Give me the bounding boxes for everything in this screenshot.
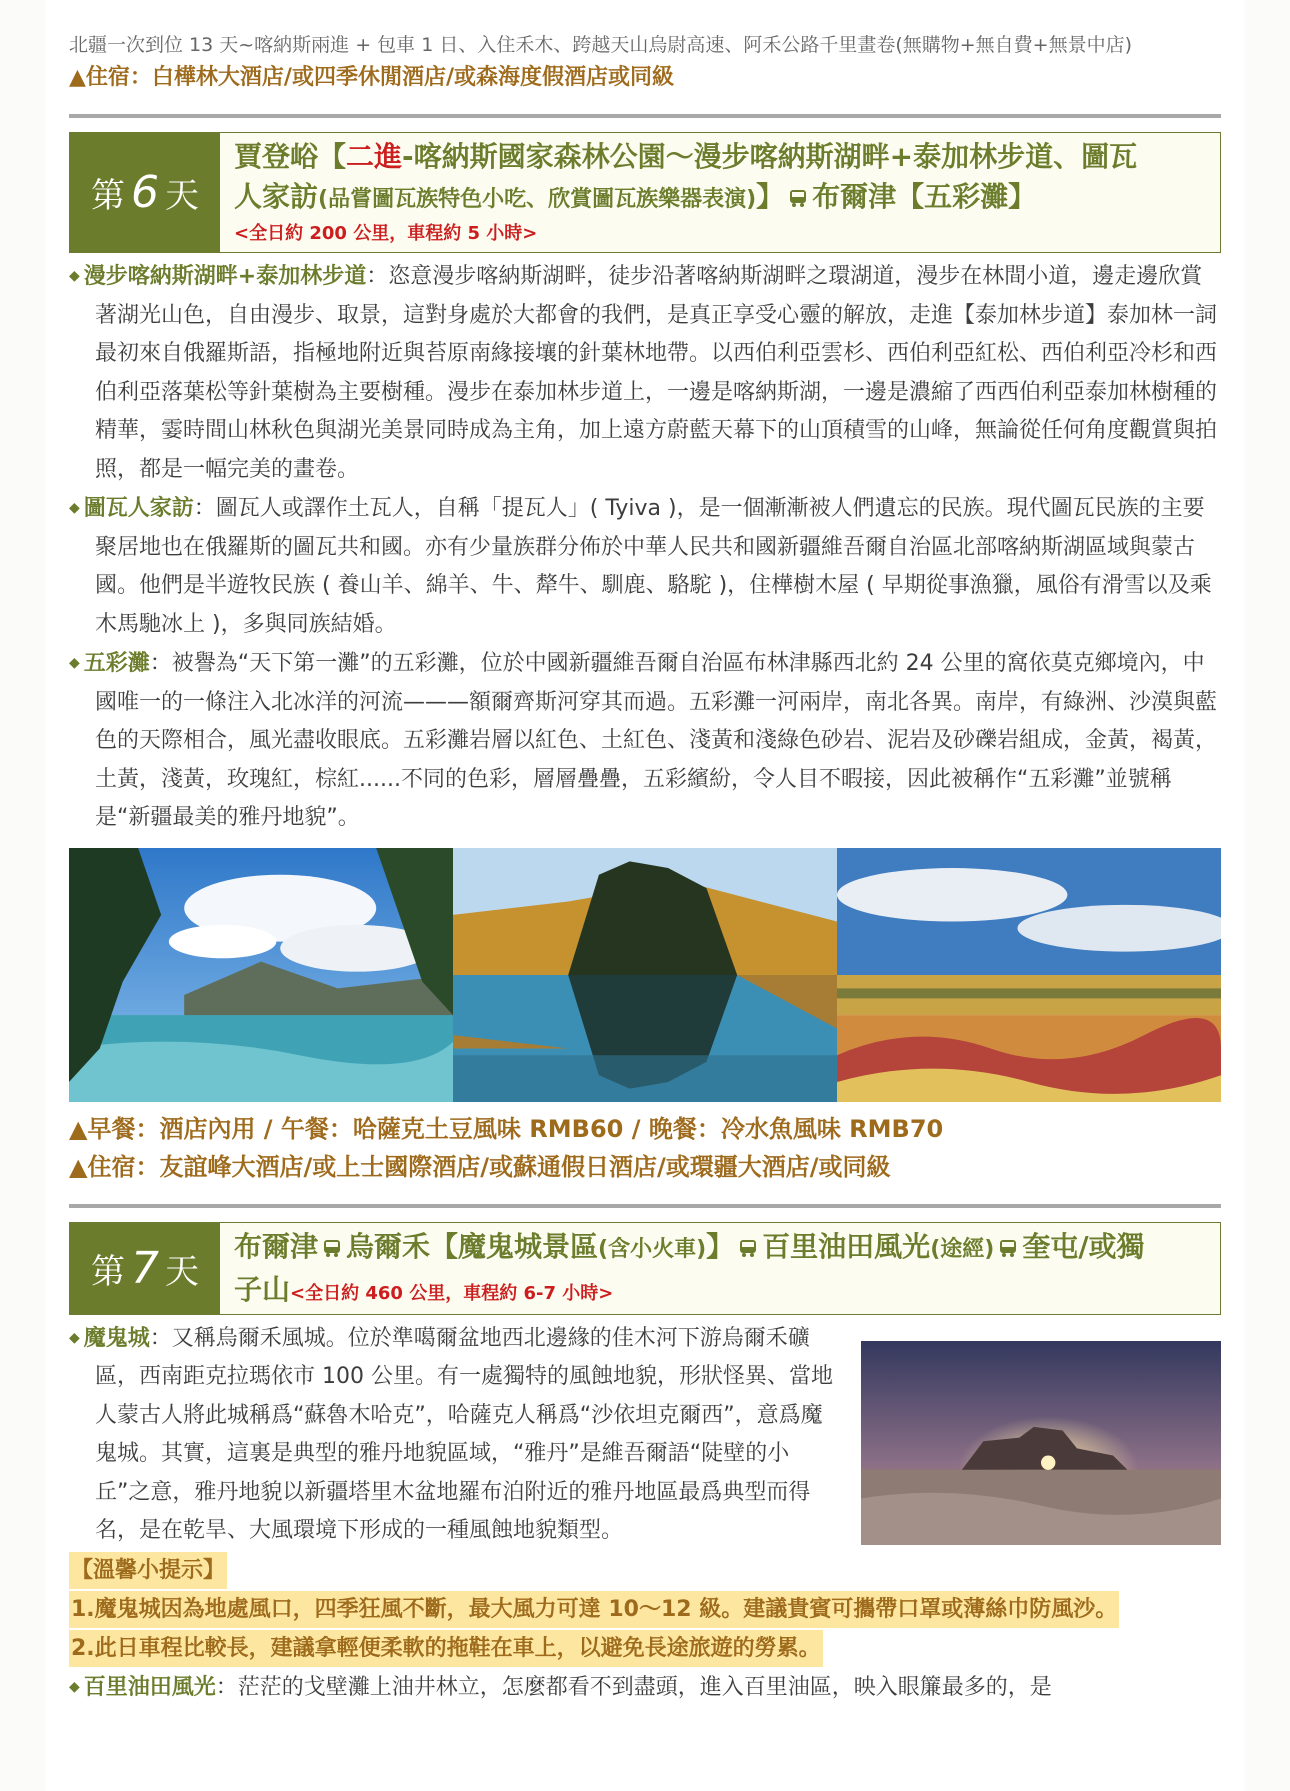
- photo-lake-reflection: [453, 848, 837, 1102]
- route-subtext: (含小火車): [598, 1236, 707, 1262]
- day6-header: [69, 132, 1221, 253]
- bus-icon: [788, 188, 808, 208]
- diamond-bullet-icon: ◆: [69, 655, 80, 671]
- day7-devil-city: [69, 1319, 1221, 1551]
- diamond-bullet-icon: ◆: [69, 1678, 80, 1695]
- section-oil-field: [69, 1668, 1221, 1708]
- day6-sections: [69, 257, 1221, 838]
- section-devil-city: [69, 1319, 839, 1551]
- devil-city-text: [69, 1319, 839, 1551]
- day7-label: [70, 1223, 220, 1314]
- route-text: 】: [706, 1229, 735, 1263]
- section-colorful-beach: [69, 644, 1221, 838]
- section-title: 圖瓦人家訪: [83, 496, 194, 521]
- section-body: ：又稱烏爾禾風城。位於準噶爾盆地西北邊緣的佳木河下游烏爾禾礦區，西南距克拉瑪依市 100 公里。有一處獨特的風蝕地貌，形狀怪異、當地人蒙古人將此城稱爲“蘇魯木哈克”，哈薩克人稱爲“沙依坦克爾西”，意爲魔鬼城。其實，這裏是典型的雅丹地貌區域，“雅丹”是維吾爾語“陡壁的小丘”之意，雅丹地貌以新疆塔里木盆地羅布泊附近的雅丹地區最爲典型而得名，是在乾旱、大風環境下形成的一種風蝕地貌類型。: [95, 1325, 833, 1543]
- previous-day-summary: 北疆一次到位 13 天~喀納斯兩進 + 包車 1 日、入住禾木、跨越天山烏尉高速、阿禾公路千里畫卷(無購物+無自費+無景中店): [69, 34, 1133, 56]
- day6-meals: ▲早餐：酒店內用 / 午餐：哈薩克土豆風味 RMB60 / 晚餐：冷水魚風味 RMB70: [69, 1114, 944, 1143]
- diamond-bullet-icon: ◆: [69, 500, 80, 516]
- photo-river-mountains: [69, 848, 453, 1102]
- day7-title: [220, 1223, 1220, 1314]
- tip-item: 1.魔鬼城因為地處風口，四季狂風不斷，最大風力可達 10～12 級。建議貴賓可攜帶口罩或薄絲巾防風沙。: [69, 1591, 1119, 1628]
- route-subtext: (途經): [930, 1236, 995, 1262]
- tips-heading: 【溫馨小提示】: [69, 1552, 227, 1589]
- route-text: 賈登峪【: [234, 140, 347, 173]
- day-label-prefix: 第: [91, 176, 125, 216]
- day6-label: [70, 133, 220, 252]
- route-highlight: 二進: [346, 140, 403, 173]
- itinerary-content: [69, 0, 1221, 1707]
- previous-day-accommodation: ▲住宿：白樺林大酒店/或四季休閒酒店/或森海度假酒店或同級: [69, 65, 674, 90]
- route-text: 子山: [234, 1272, 291, 1306]
- day7-header: [69, 1222, 1221, 1315]
- route-text: 百里油田風光: [762, 1229, 931, 1263]
- section-title: 漫步喀納斯湖畔+泰加林步道: [83, 264, 367, 289]
- section-body: ：被譽為“天下第一灘”的五彩灘，位於中國新疆維吾爾自治區布林津縣西北約 24 公里的窩依莫克鄉境內，中國唯一的一條注入北冰洋的河流———額爾齊斯河穿其而過。五彩灘一河兩岸，南北各異。南岸，有綠洲、沙漠與藍色的天際相合，風光盡收眼底。五彩灘岩層以紅色、土紅色、淺黃和淺綠色砂岩、泥岩及砂礫岩組成，金黃，褐黃，土黃，淺黃，玫瑰紅，棕紅......不同的色彩，層層疊疊，五彩繽紛，令人目不暇接，因此被稱作“五彩灘”並號稱是“新疆最美的雅丹地貌”。: [95, 651, 1218, 830]
- photo-devil-city-sunset: [861, 1341, 1221, 1545]
- day7-distance-note: <全日約 460 公里，車程約 6-7 小時>: [290, 1282, 614, 1304]
- section-body: ：茫茫的戈壁灘上油井林立，怎麼都看不到盡頭，進入百里油區，映入眼簾最多的，是: [215, 1674, 1052, 1700]
- day6-photo-strip: [69, 848, 1221, 1102]
- day-number: 6: [131, 167, 159, 218]
- route-text: 】: [756, 180, 785, 213]
- route-subtext: (品嘗圖瓦族特色小吃、欣賞圖瓦族樂器表演): [318, 187, 757, 212]
- section-title: 五彩灘: [83, 651, 150, 676]
- day6-accommodation: ▲住宿：友誼峰大酒店/或上士國際酒店/或蘇通假日酒店/或環疆大酒店/或同級: [69, 1152, 891, 1181]
- route-text: -喀納斯國家森林公園～漫步喀納斯湖畔+泰加林步道、圖瓦: [402, 140, 1138, 173]
- tip-item: 2.此日車程比較長，建議拿輕便柔軟的拖鞋在車上，以避免長途旅遊的勞累。: [69, 1630, 823, 1667]
- section-title: 百里油田風光: [83, 1674, 216, 1700]
- day6-title: [220, 133, 1220, 252]
- divider: [69, 1204, 1221, 1208]
- route-text: 布爾津【五彩灘】: [812, 180, 1037, 213]
- day-number: 7: [131, 1242, 159, 1294]
- diamond-bullet-icon: ◆: [69, 268, 80, 284]
- bus-icon: [738, 1238, 758, 1258]
- day-label-prefix: 第: [91, 1251, 125, 1292]
- route-text: 人家訪: [234, 180, 319, 213]
- photo-colorful-beach: [837, 848, 1221, 1102]
- section-lake-walk: [69, 257, 1221, 489]
- section-body: ：恣意漫步喀納斯湖畔，徒步沿著喀納斯湖畔之環湖道，漫步在林間小道，邊走邊欣賞著湖光山色，自由漫步、取景，這對身處於大都會的我們，是真正享受心靈的解放，走進【泰加林步道】泰加林一詞最初來自俄羅斯語，指極地附近與苔原南緣接壤的針葉林地帶。以西伯利亞雲杉、西伯利亞紅松、西伯利亞冷杉和西伯利亞落葉松等針葉樹為主要樹種。漫步在泰加林步道上，一邊是喀納斯湖，一邊是濃縮了西西伯利亞泰加林樹種的精華，霎時間山林秋色與湖光美景同時成為主角，加上遠方蔚藍天幕下的山頂積雪的山峰，無論從任何角度觀賞與拍照，都是一幅完美的畫卷。: [95, 264, 1218, 482]
- divider: [69, 114, 1221, 118]
- section-title: 魔鬼城: [83, 1325, 150, 1351]
- day6-distance-note: <全日約 200 公里，車程約 5 小時>: [234, 223, 538, 244]
- section-body: ：圖瓦人或譯作土瓦人，自稱「提瓦人」( Tyiva )，是一個漸漸被人們遺忘的民族。現代圖瓦民族的主要聚居地也在俄羅斯的圖瓦共和國。亦有少量族群分佈於中華人民共和國新疆維吾爾自治區北部喀納斯湖區域與蒙古國。他們是半遊牧民族 ( 養山羊、綿羊、牛、犛牛、馴鹿、駱駝 )，住樺樹木屋 ( 早期從事漁獵，風俗有滑雪以及乘木馬馳冰上 )，多與同族結婚。: [95, 496, 1212, 637]
- section-tuva-visit: [69, 489, 1221, 644]
- day-label-suffix: 天: [165, 176, 199, 216]
- day7-route: [234, 1227, 1210, 1310]
- warm-tips: [69, 1551, 1221, 1668]
- route-text: 布爾津: [234, 1229, 319, 1263]
- day-label-suffix: 天: [165, 1251, 199, 1292]
- route-text: 奎屯/或獨: [1022, 1229, 1145, 1263]
- bus-icon: [322, 1238, 342, 1258]
- bus-icon: [998, 1238, 1018, 1258]
- page: [45, 0, 1245, 1791]
- route-text: 烏爾禾【魔鬼城景區: [346, 1229, 599, 1263]
- diamond-bullet-icon: ◆: [69, 1329, 80, 1346]
- day6-route: [234, 137, 1210, 220]
